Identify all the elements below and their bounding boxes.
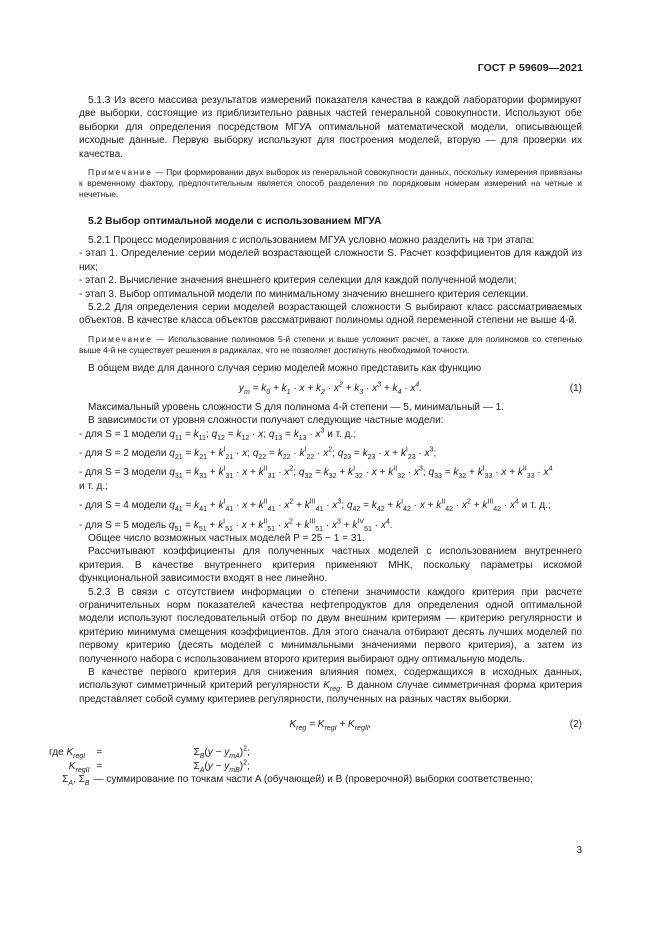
stage-2: - этап 2. Вычисление значения внешнего критерия селекции для каждой полученной модели; — [79, 275, 517, 287]
definition-row: $K_{regII}$ = $\Sigma_A(y - y_{mB})^2$; — [68, 759, 250, 774]
coefficients-text: Рассчитывают коэффициенты для полученных частных моделей с использованием внутреннего критерия. В качестве внутреннего критерия применяют МНК, поскольку параметры искомой функциональной зависимости входят в нее линейно. — [79, 546, 582, 585]
equation-2-formula: $K_{reg} = K_{regI} + K_{regII}$, — [289, 719, 372, 733]
definitions-table — [47, 746, 582, 786]
sum-definition: — суммирование по точкам части A (обучающей) и B (проверочной) выборки соответственно; — [93, 774, 533, 786]
model-s3-lead: - для S = 3 модели — [79, 467, 167, 479]
first-criterion-part-1: В качестве первого критерия для снижения влияния помех, содержащихся в исходных данных, используют симметричный критерий регулярности — [79, 667, 582, 692]
first-criterion-text: В качестве первого критерия для снижения влияния помех, содержащихся в исходных данных, используют симметричный критерий регулярности $K_{reg}$. В данном случае симметричная форма критерия представляет собой сумму критериев регулярности, полученных на разных частях выборки. — [79, 667, 583, 705]
standard-header: ГОСТ Р 59609—2021 — [477, 62, 583, 74]
definition-row: где $K_{regI}$ = $\Sigma_B(y - y_{mA})^2$; — [49, 745, 250, 761]
note-label: Примечание — [88, 333, 153, 344]
page-content — [49, 94, 583, 788]
model-s5-lead: - для S = 5 модель — [79, 519, 167, 531]
model-s4: - для S = 4 модели $q_{41} = k_{41} + k^I_{41} \cdot x + k^{II}_{41} \cdot x^2 + k^{III}_{41} \cdot x^3$; $q_{42} = k_{42} + k^I_{42} \cdot x + k^{II}_{42} \cdot x^2 + k^{III}_{42} \cdot x^4$ и т. д.; — [79, 498, 551, 514]
equation-2-number: (2) — [569, 719, 582, 731]
paragraph-5-1-3: 5.1.3 Из всего массива результатов измерений показателя качества в каждой лаборатории формируют две выборки, состоящие из приблизительно равных частей генеральной совокупности. Используют обе выборки для определения посредством МГУА оптимальной математической модели, описывающей исходные данные. Первую выборку используют для построения моделей, вторую — для проверки их качества. — [79, 95, 582, 160]
note-text: — Использование полиномов 5-й степени и выше усложнит расчет, а также для полиномов со степенью выше 4-й не существует решения в радикалах, что не позволяет достигнуть необходимой точности. — [79, 333, 582, 356]
etc-line: и т. д.; — [79, 480, 108, 492]
page-number: 3 — [576, 845, 582, 856]
first-criterion-part-2: . В данном случае симметричная форма критерия представляет собой сумму критериев регулярности, полученных на разных частях выборки. — [79, 680, 583, 705]
stage-3: - этап 3. Выбор оптимальной модели по минимальному значению внешнего критерия селекции. — [79, 288, 529, 300]
note-2 — [79, 334, 582, 356]
note-text: — При формировании двух выборок из генеральной совокупности данных, поскольку измерения привязаны к временному фактору, предпочтительным является способ разделения по порядковым номерам измерений на четные и нечетные. — [79, 167, 582, 200]
note-1 — [79, 167, 582, 201]
model-s3: - для S = 3 модели $q_{31} = k_{31} + k^I_{31} \cdot x + k^{II}_{31} \cdot x^2$; $q_{32} = k_{32} + k^I_{32} \cdot x + k^{II}_{32} \cdot x^3$; $q_{33} = k_{32} + k^I_{33} \cdot x + k^{II}_{33} \cdot x^4$ — [79, 465, 553, 481]
model-s4-lead: - для S = 4 модели — [79, 500, 167, 512]
paragraph-5-2-3: 5.2.3 В связи с отсутствием информации о степени значимости каждого критерия при расчете ограничительных норм показателей качества нефтепродуктов для определения одной оптимальной модели используют последовательный отбор по двум внешним критериям — критерию регулярности и критерию минимума смещения коэффициентов. Для этого сначала отбирают десять лучших моделей по первому критерию (десять моделей с минимальными значениями первого критерия), а затем из полученного набора с использованием второго критерия выбирают одну оптимальную модель. — [79, 586, 582, 665]
definition-row: $\Sigma_A$, $\Sigma_B$ — суммирование по точкам части A (обучающей) и B (проверочной) выборки соответственно; — [47, 773, 582, 786]
model-s2: - для S = 2 модели $q_{21} = k_{21} + k^I_{21} \cdot x$; $q_{22} = k_{22} \cdot k^I_{22} \cdot x^2$; $q_{23} = k_{23} \cdot x + k^I_{23} \cdot x^3$; — [79, 446, 437, 461]
max-level-text: Максимальный уровень сложности S для полинома 4-й степени — 5, минимальный — 1. — [88, 401, 505, 413]
model-s2-lead: - для S = 2 модели — [79, 447, 167, 459]
paragraph-5-2-1: 5.2.1 Процесс моделирования с использованием МГУА условно можно разделить на три этапа: — [88, 235, 535, 247]
model-s5: - для S = 5 модель $q_{51} = k_{51} + k^I_{51} \cdot x + k^{II}_{51} \cdot x^2 + k^{III}_{51} \cdot x^3 + k^{IV}_{51} \cdot x^4$. — [79, 518, 393, 533]
where-label: где $K_{regI}$ — [49, 747, 86, 761]
equation-1 — [79, 382, 582, 398]
general-form-text: В общем виде для данного случая серию моделей можно представить как функцию — [88, 363, 482, 375]
note-label: Примечание — [88, 167, 153, 178]
equation-1-number: (1) — [569, 382, 582, 394]
model-s1: - для S = 1 модели $q_{11} = k_{11}$; $q_{12} = k_{12} \cdot x$; $q_{13} = k_{13} \cdot x^3$ и т. д.; — [79, 427, 357, 442]
paragraph-5-2-2: 5.2.2 Для определения серии моделей возрастающей сложности S выбирают класс рассматриваемых объектов. В качестве класса объектов рассматривают полиномы одной переменной степени не выше 4-й. — [79, 302, 582, 327]
equation-1-formula: $y_m = k_0 + k_1 \cdot x + k_2 \cdot x^2 + k_3 \cdot x^3 + k_4 \cdot x^4$. — [238, 381, 423, 396]
section-5-2-title: 5.2 Выбор оптимальной модели с использованием МГУА — [88, 215, 382, 227]
model-s1-lead: - для S = 1 модели — [79, 428, 167, 440]
stage-1: - этап 1. Определение серии моделей возрастающей сложности S. Расчет коэффициентов для каждой из них; — [79, 248, 582, 273]
total-models-text: Общее число возможных частных моделей P = 25 − 1 = 31. — [88, 532, 365, 544]
equation-2 — [79, 718, 582, 734]
etc-text: и т. д.; — [327, 428, 357, 440]
depend-text: В зависимости от уровня сложности получают следующие частные модели: — [88, 415, 444, 427]
